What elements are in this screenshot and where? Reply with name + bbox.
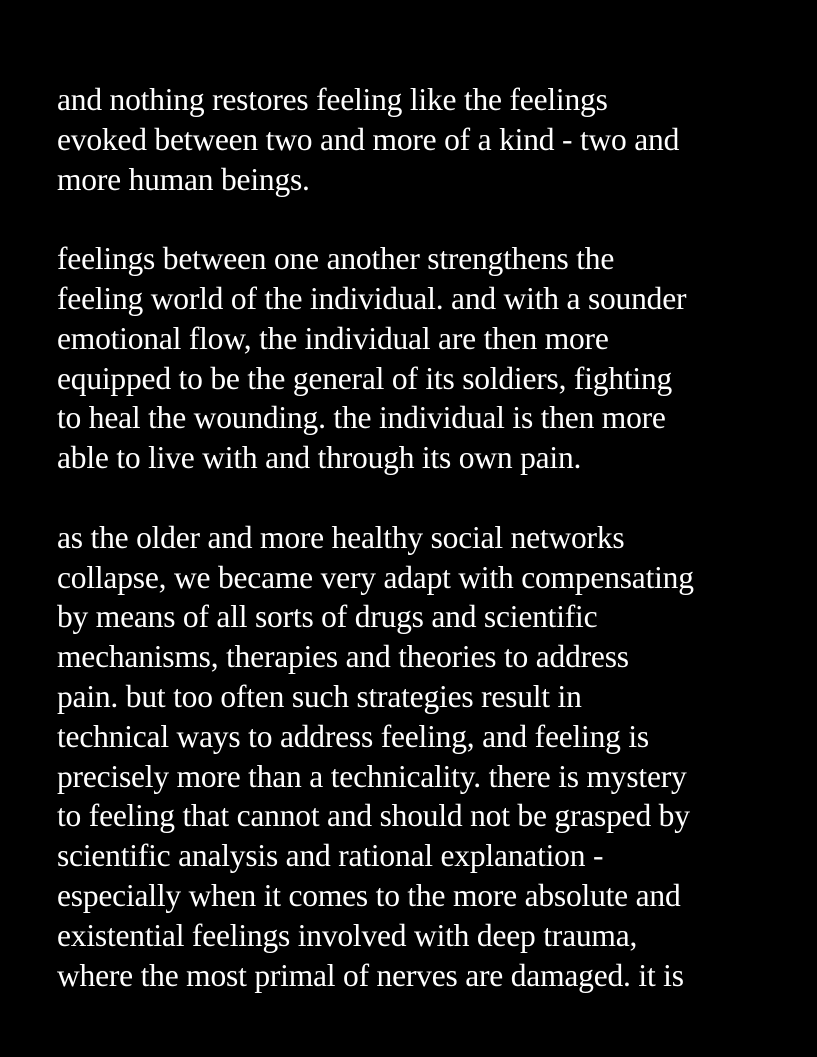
text-line: mechanisms, therapies and theories to address bbox=[57, 639, 629, 675]
text-line: collapse, we became very adapt with compensating bbox=[57, 559, 694, 595]
paragraph-2 bbox=[57, 239, 797, 478]
text-line: to feeling that cannot and should not be grasped by bbox=[57, 798, 690, 834]
text-line: emotional flow, the individual are then more bbox=[57, 320, 609, 356]
text-line: feelings between one another strengthens the bbox=[57, 241, 615, 277]
paragraph-spacer bbox=[57, 199, 797, 239]
text-line: especially when it comes to the more absolute and bbox=[57, 877, 681, 913]
paragraph-3 bbox=[57, 518, 797, 996]
paragraph-spacer bbox=[57, 478, 797, 518]
text-line: technical ways to address feeling, and feeling is bbox=[57, 718, 649, 754]
text-line: able to live with and through its own pain. bbox=[57, 440, 582, 476]
text-line: equipped to be the general of its soldiers, fighting bbox=[57, 360, 673, 396]
text-line: where the most primal of nerves are damaged. it is bbox=[57, 957, 684, 993]
text-line: evoked between two and more of a kind - two and bbox=[57, 121, 680, 157]
text-line: and nothing restores feeling like the feelings bbox=[57, 82, 608, 117]
text-line: more human beings. bbox=[57, 161, 310, 197]
text-line: to heal the wounding. the individual is then more bbox=[57, 400, 666, 436]
document-text bbox=[57, 80, 797, 995]
text-line: scientific analysis and rational explanation - bbox=[57, 838, 604, 874]
text-line: existential feelings involved with deep trauma, bbox=[57, 917, 638, 953]
text-line: precisely more than a technicality. there is mystery bbox=[57, 758, 687, 794]
text-line: feeling world of the individual. and with a sounder bbox=[57, 280, 687, 316]
text-line: as the older and more healthy social networks bbox=[57, 519, 625, 555]
paragraph-1 bbox=[57, 80, 797, 199]
text-line: pain. but too often such strategies result in bbox=[57, 678, 582, 714]
text-line: by means of all sorts of drugs and scientific bbox=[57, 599, 598, 635]
